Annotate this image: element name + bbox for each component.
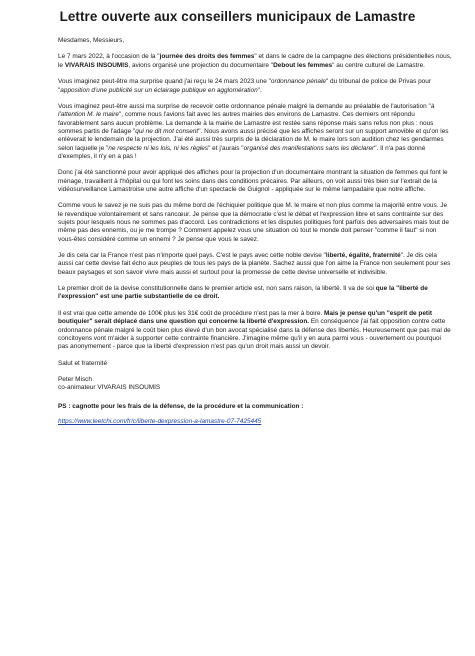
p5-run: Comme vous le savez je ne suis pas du même bord de l'échiquier politique que M. le maire et non plus comme la majorité entre vous. Je le revendique volontairement et sans rancœur. Je pense que la démocratie c'est le débat et l'expression libre et sans contrainte sur des sujets pour lesquels nous ne sommes pas d'accord. Les contradictions et les disputes politiques font parfois des adversaires mais tout de même pas des ennemis, ou je me trompe ? Comment appelez vous une situation où tout le monde doit penser "comme il faut" si non vous-êtes considéré comme un ennemi ? Je pense que vous le savez. [58, 202, 449, 243]
p1-run: , avions organisé une projection du documentaire " [128, 61, 274, 69]
paragraph-5 [58, 202, 453, 243]
signature-role: co-animateur VIVARAIS INSOUMIS [58, 384, 161, 392]
p1-run: " et dans le cadre de la campagne des élections présidentielles nous, le [58, 53, 452, 69]
paragraph-8 [58, 310, 453, 351]
p3-run: organisé des manifestations sans les déclarer [243, 144, 375, 152]
p8-run: Mais je pense qu'un "esprit de petit boutiquier" serait déplacé dans une question qui concerne la liberté d'expression. [58, 309, 433, 326]
fundraiser-link-line [58, 418, 453, 426]
p2-run: ordonnance pénale [270, 78, 326, 86]
paragraph-3 [58, 103, 453, 161]
paragraph-7 [58, 285, 453, 302]
p7-run: que la "liberté de l'expression" est une partie substantielle de ce droit. [58, 285, 428, 301]
p1-run: VIVARAIS INSOUMIS [64, 61, 129, 69]
p2-run: " du tribunal de police de Privas pour " [58, 78, 431, 94]
fundraiser-link[interactable]: https://www.leetchi.com/fr/c/liberte-dexpression-a-lamastre-07-7425445 [58, 417, 262, 425]
p6-run: Je dis cela car la France n'est pas n'importe quel pays. C'est le pays avec cette noble devise " [58, 252, 326, 260]
p8-run: En conséquence j'ai fait opposition contre cette ordonnance pénale malgré le coût bien plus élevé d'un bon avocat spécialisé dans la défense des libertés. Heureusement que pas mal de concitoyens vont m'aider à supporter cette contrainte financière. J'imagine même qu'il y en aura parmi vous - ouvertement ou pourquoi pas anonymement - parce que la liberté d'expression n'est pas qu'un droit mais aussi un devoir. [58, 318, 451, 351]
p2-run: Vous imaginez peut-être ma surprise quand j'ai reçu le 24 mars 2023 une " [58, 78, 271, 86]
paragraph-2 [58, 78, 453, 95]
p1-run: " au centre culturel de Lamastre. [332, 61, 425, 69]
paragraph-1 [58, 53, 453, 70]
p3-run: Vous imaginez peut-être aussi ma surprise de recevoir cette ordonnance pénale malgré la demande au préalable de l'autorisation " [58, 103, 431, 111]
letter-body [58, 37, 453, 426]
p3-run: qui ne dit mot consent [135, 127, 199, 135]
p3-run: ". Nous avons aussi précisé que les affiches seront sur un support amovible et qu'on les enlèverait le lendemain de la projection. J'ai été aussi très surpris de la déclaration de M. le maire lors son audition chez les gendarmes selon laquelle je " [58, 127, 449, 152]
p3-run: " et j'aurais " [208, 144, 244, 152]
p2-run: apposition d'une publicité sur un éclairage publique en agglomération [60, 86, 258, 94]
p3-run: ", comme nous l'avions fait avec les autres mairies des environs de Lamastre. Ces derniers ont répondu favorablement sans aucun problème. La demande à la mairie de Lamastre est restée sans réponse mais sans refus non plus : nous sommes partis de l'adage " [58, 111, 434, 135]
p6-run: liberté, égalité, fraternité [325, 252, 401, 260]
p1-run: Debout les femmes [273, 61, 333, 69]
p1-run: journée des droits des femmes [159, 53, 255, 61]
paragraph-4 [58, 169, 453, 194]
p7-run: Le premier droit de la devise constitutionnelle dans le premier article est, non sans raison, la liberté. Il va de soi [58, 285, 376, 293]
p3-run: ne respecte ni les lois, ni les règles [108, 144, 209, 152]
postscript [58, 403, 453, 411]
p2-run: ". [257, 86, 262, 94]
p8-run: Il est vrai que cette amende de 100€ plus les 31€ coût de procédure n'est pas la mer à boire. [58, 309, 325, 317]
paragraph-6 [58, 252, 453, 277]
p1-run: Le 7 mars 2022, à l'occasion de la " [58, 53, 160, 61]
greeting: Mesdames, Messieurs, [58, 37, 125, 44]
signature-name: Peter Misch [58, 376, 92, 384]
p3-run: ". Il n'a pas donné d'exemples, il n'y en a pas ! [58, 144, 426, 160]
postscript-text: PS : cagnotte pour les frais de la défense, de la procédure et la communication : [58, 402, 304, 410]
p6-run: ". Je dis cela aussi car cette devise fait écho aux peuples de tous les pays de la planète. Sachez aussi que l'on aime la France non seulement pour ses beaux paysages et son savoir vivre mais aussi et surtout pour la promesse de cette devise universelle et indivisible. [58, 252, 451, 276]
p3-run: à l'attention M. le maire [58, 103, 435, 119]
letter-title: Lettre ouverte aux conseillers municipaux de Lamastre [59, 9, 416, 24]
closing: Salut et fraternité [58, 359, 108, 367]
p4-run: Donc j'ai été sanctionné pour avoir appliqué des affiches pour la projection d'un documentaire montrant la situation de femmes qui font le ménage, travaillent à l'hôpital ou qui font les soins dans des conditions précaires. Par ailleurs, on voit aussi très bien sur l'extrait de la vidéosurveillance Lamastroise une autre affiche d'un spectacle de Guignol - appliquée sur le même lampadaire que notre affiche. [58, 169, 448, 193]
